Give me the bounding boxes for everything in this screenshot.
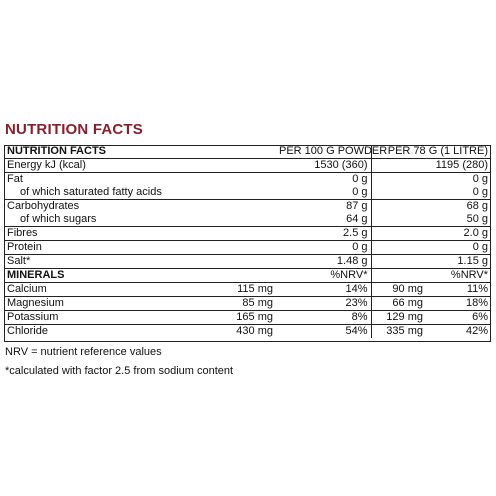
row-value: 129 mg bbox=[371, 311, 426, 325]
nutrition-table bbox=[4, 145, 491, 338]
row-value: 0 g bbox=[276, 241, 371, 255]
row-label: of which sugars bbox=[20, 213, 97, 225]
header-label: NUTRITION FACTS bbox=[7, 145, 106, 157]
row-value: 11% bbox=[426, 283, 491, 297]
table-row bbox=[4, 200, 491, 214]
row-label: Chloride bbox=[4, 325, 218, 339]
row-label: Fibres bbox=[4, 227, 218, 241]
row-value: 2.5 g bbox=[276, 227, 371, 241]
row-value: 1530 (360) bbox=[276, 159, 371, 173]
row-value: 335 mg bbox=[371, 325, 426, 339]
table-header-row bbox=[4, 145, 491, 159]
row-value: 42% bbox=[426, 325, 491, 339]
mineral-row bbox=[4, 311, 491, 325]
row-value: 8% bbox=[276, 311, 371, 325]
table-row bbox=[4, 241, 491, 255]
row-label: Fat bbox=[4, 173, 218, 187]
row-label: Salt* bbox=[4, 255, 218, 269]
row-label: Calcium bbox=[4, 283, 218, 297]
row-value: 2.0 g bbox=[371, 227, 491, 241]
nrv-footnote: NRV = nutrient reference values bbox=[5, 346, 162, 358]
header-col1: PER 100 G POWDER bbox=[279, 145, 388, 157]
table-row bbox=[4, 159, 491, 173]
table-row bbox=[4, 173, 491, 187]
row-value: 1195 (280) bbox=[371, 159, 491, 173]
table-row bbox=[4, 227, 491, 241]
row-value: 90 mg bbox=[371, 283, 426, 297]
row-value: 64 g bbox=[346, 213, 368, 225]
row-value: 66 mg bbox=[371, 297, 426, 311]
row-value: 23% bbox=[276, 297, 371, 311]
row-value: 115 mg bbox=[218, 283, 276, 297]
row-value: 0 g bbox=[371, 241, 491, 255]
row-value: 0 g bbox=[276, 173, 371, 187]
row-value: 6% bbox=[426, 311, 491, 325]
table-row bbox=[4, 213, 491, 227]
row-label: Protein bbox=[4, 241, 218, 255]
minerals-label: MINERALS bbox=[4, 269, 218, 283]
row-value: 1.15 g bbox=[371, 255, 491, 269]
row-label: Potassium bbox=[4, 311, 218, 325]
header-col2: PER 78 G (1 LITRE) bbox=[371, 145, 491, 159]
row-label: Energy kJ (kcal) bbox=[4, 159, 218, 173]
row-label: of which saturated fatty acids bbox=[20, 186, 162, 198]
mineral-row bbox=[4, 325, 491, 339]
row-value: 0 g bbox=[352, 186, 368, 198]
mineral-row bbox=[4, 297, 491, 311]
row-value: 50 g bbox=[371, 213, 491, 227]
row-value: 1.48 g bbox=[276, 255, 371, 269]
table-row bbox=[4, 186, 491, 200]
mineral-row bbox=[4, 283, 491, 297]
row-value: 14% bbox=[276, 283, 371, 297]
row-value: 165 mg bbox=[218, 311, 276, 325]
row-value: 85 mg bbox=[218, 297, 276, 311]
nrv-header: %NRV* bbox=[426, 269, 491, 283]
row-value: 87 g bbox=[276, 200, 371, 214]
table-row bbox=[4, 255, 491, 269]
row-value: 430 mg bbox=[218, 325, 276, 339]
minerals-header-row bbox=[4, 269, 491, 283]
row-value: 54% bbox=[276, 325, 371, 339]
row-value: 18% bbox=[426, 297, 491, 311]
row-value: 0 g bbox=[371, 173, 491, 187]
row-value: 0 g bbox=[371, 186, 491, 200]
row-value: 68 g bbox=[371, 200, 491, 214]
row-label: Magnesium bbox=[4, 297, 218, 311]
page-title: NUTRITION FACTS bbox=[5, 121, 143, 138]
salt-footnote: *calculated with factor 2.5 from sodium content bbox=[5, 365, 234, 377]
row-label: Carbohydrates bbox=[4, 200, 218, 214]
nrv-header: %NRV* bbox=[276, 269, 371, 283]
